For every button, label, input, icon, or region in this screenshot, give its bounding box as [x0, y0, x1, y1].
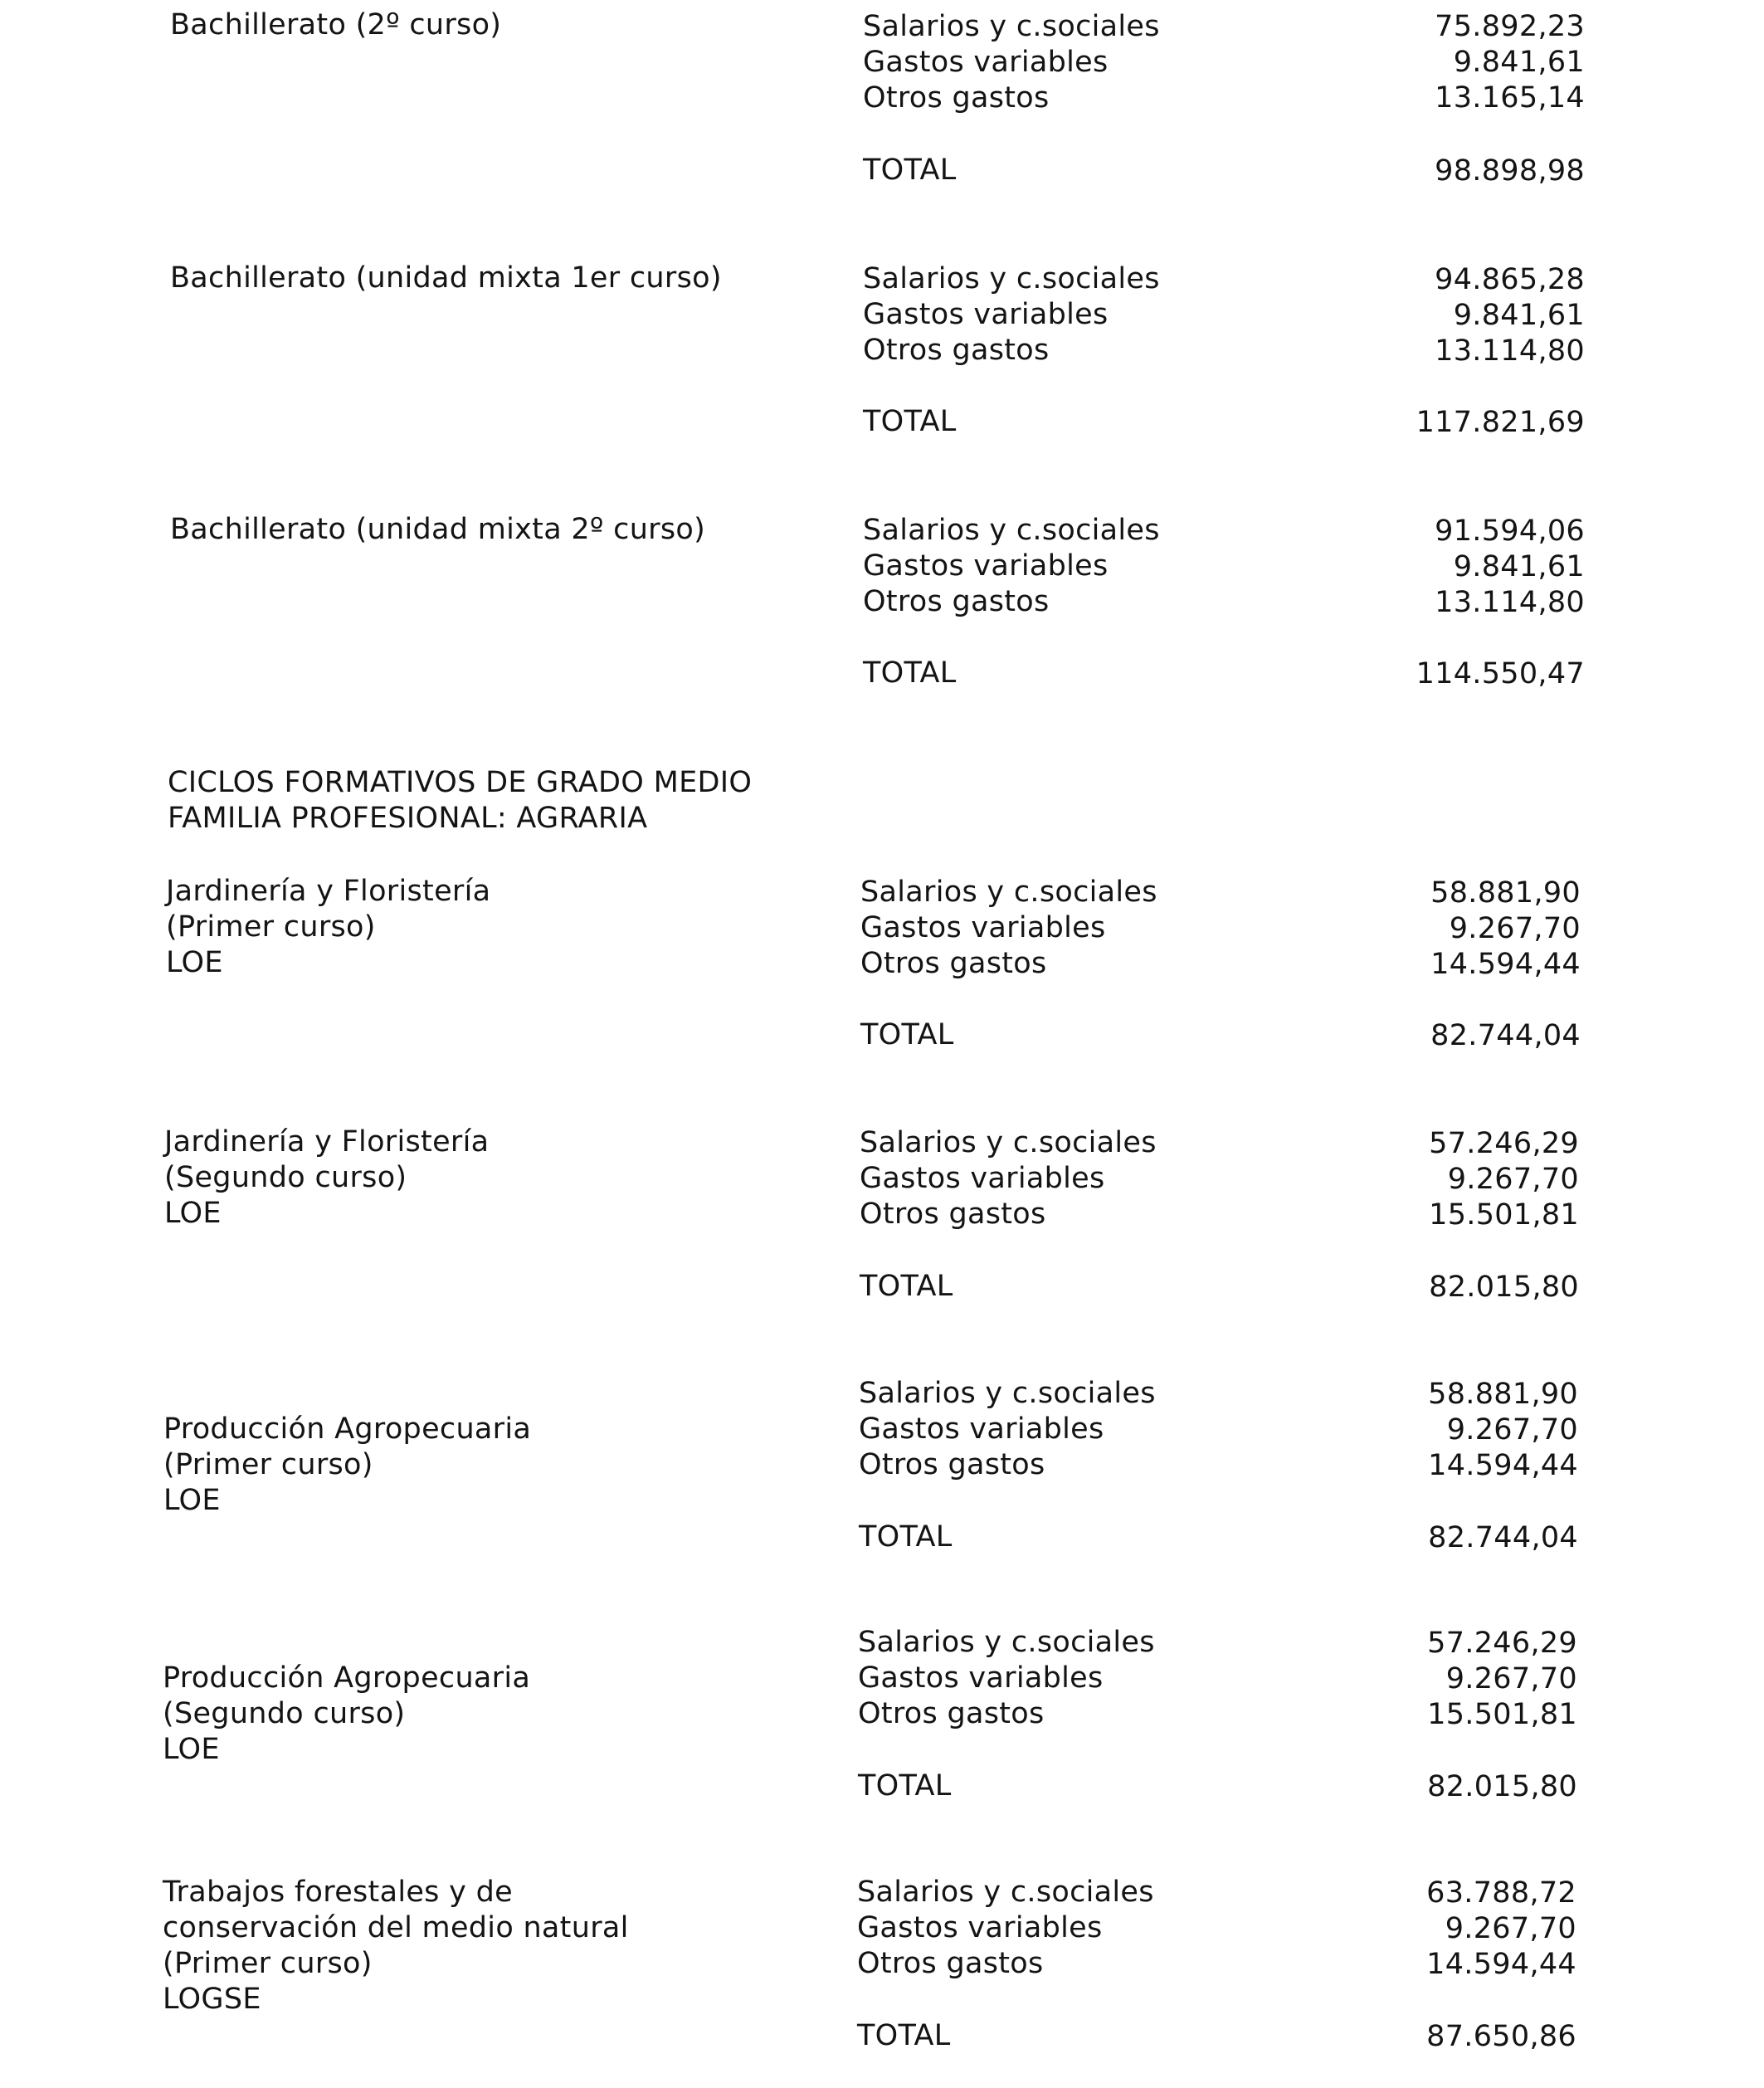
concept-otros-gastos: Otros gastos	[859, 1448, 1045, 1481]
concept-gastos-variables: Gastos variables	[863, 298, 1109, 331]
total-label: TOTAL	[863, 154, 957, 187]
ciclo-label-line: (Segundo curso)	[163, 1697, 406, 1730]
concept-salarios: Salarios y c.sociales	[860, 876, 1157, 909]
concept-otros-gastos: Otros gastos	[857, 1947, 1044, 1980]
ciclo-label-line: Producción Agropecuaria	[163, 1412, 532, 1446]
amount-otros-gastos: 14.594,44	[1430, 948, 1581, 981]
total-label: TOTAL	[860, 1018, 954, 1051]
concept-gastos-variables: Gastos variables	[857, 1911, 1103, 1944]
total-amount: 82.744,04	[1428, 1521, 1578, 1554]
amount-salarios: 75.892,23	[1435, 10, 1585, 43]
total-amount: 117.821,69	[1416, 406, 1585, 439]
block-label: Bachillerato (unidad mixta 2º curso)	[170, 513, 706, 546]
section-subheading: FAMILIA PROFESIONAL: AGRARIA	[168, 802, 648, 835]
ciclo-label-line: LOE	[163, 1484, 221, 1517]
ciclo-label-line: LOE	[166, 946, 223, 979]
ciclo-label-line: Jardinería y Floristería	[164, 1125, 490, 1159]
amount-otros-gastos: 13.114,80	[1435, 586, 1585, 619]
concept-gastos-variables: Gastos variables	[859, 1412, 1104, 1446]
concept-otros-gastos: Otros gastos	[860, 1198, 1046, 1231]
concept-otros-gastos: Otros gastos	[863, 585, 1050, 618]
concept-otros-gastos: Otros gastos	[860, 947, 1047, 980]
amount-gastos-variables: 9.267,70	[1446, 1413, 1578, 1446]
concept-otros-gastos: Otros gastos	[858, 1697, 1045, 1730]
total-label: TOTAL	[863, 405, 957, 438]
ciclo-label-line: (Primer curso)	[163, 1448, 373, 1481]
ciclo-label-line: (Primer curso)	[166, 910, 376, 944]
total-amount: 114.550,47	[1416, 657, 1585, 690]
total-label: TOTAL	[857, 2019, 951, 2052]
amount-gastos-variables: 9.841,61	[1453, 550, 1585, 583]
concept-gastos-variables: Gastos variables	[860, 911, 1106, 944]
ciclo-label-line: (Primer curso)	[163, 1947, 373, 1980]
ciclo-label-line: Producción Agropecuaria	[163, 1661, 531, 1695]
total-amount: 82.015,80	[1427, 1770, 1577, 1803]
amount-salarios: 58.881,90	[1430, 876, 1581, 910]
concept-otros-gastos: Otros gastos	[863, 334, 1050, 367]
total-label: TOTAL	[863, 656, 957, 690]
total-amount: 87.650,86	[1426, 2020, 1576, 2053]
ciclo-label-line: Jardinería y Floristería	[166, 875, 491, 908]
amount-gastos-variables: 9.841,61	[1453, 299, 1585, 332]
amount-otros-gastos: 13.165,14	[1435, 81, 1585, 115]
amount-salarios: 91.594,06	[1435, 515, 1585, 548]
concept-gastos-variables: Gastos variables	[863, 46, 1109, 79]
amount-salarios: 63.788,72	[1426, 1876, 1576, 1910]
amount-gastos-variables: 9.267,70	[1447, 1163, 1579, 1196]
amount-gastos-variables: 9.267,70	[1445, 1662, 1577, 1695]
concept-otros-gastos: Otros gastos	[863, 81, 1050, 115]
amount-otros-gastos: 13.114,80	[1435, 334, 1585, 368]
ciclo-label-line: (Segundo curso)	[164, 1161, 407, 1194]
block-label: Bachillerato (2º curso)	[170, 8, 502, 41]
amount-gastos-variables: 9.267,70	[1449, 912, 1581, 945]
concept-gastos-variables: Gastos variables	[863, 549, 1109, 583]
concept-salarios: Salarios y c.sociales	[863, 10, 1160, 43]
amount-otros-gastos: 15.501,81	[1427, 1698, 1577, 1731]
block-label: Bachillerato (unidad mixta 1er curso)	[170, 261, 722, 295]
amount-salarios: 58.881,90	[1428, 1378, 1578, 1411]
total-label: TOTAL	[860, 1270, 953, 1303]
ciclo-label-line: LOE	[163, 1733, 220, 1766]
concept-salarios: Salarios y c.sociales	[860, 1126, 1157, 1159]
concept-salarios: Salarios y c.sociales	[863, 514, 1160, 547]
concept-gastos-variables: Gastos variables	[858, 1661, 1104, 1695]
total-label: TOTAL	[859, 1520, 953, 1554]
total-amount: 82.015,80	[1429, 1271, 1579, 1304]
concept-gastos-variables: Gastos variables	[860, 1162, 1105, 1195]
amount-otros-gastos: 14.594,44	[1428, 1449, 1578, 1482]
amount-otros-gastos: 14.594,44	[1426, 1948, 1576, 1981]
section-heading: CICLOS FORMATIVOS DE GRADO MEDIO	[168, 766, 753, 799]
total-amount: 98.898,98	[1435, 154, 1585, 188]
amount-gastos-variables: 9.267,70	[1445, 1912, 1576, 1945]
ciclo-label-line: Trabajos forestales y de	[163, 1876, 513, 1909]
total-label: TOTAL	[858, 1769, 952, 1803]
ciclo-label-line: LOGSE	[163, 1983, 261, 2016]
concept-salarios: Salarios y c.sociales	[857, 1876, 1154, 1909]
concept-salarios: Salarios y c.sociales	[858, 1626, 1155, 1659]
amount-salarios: 94.865,28	[1435, 263, 1585, 296]
concept-salarios: Salarios y c.sociales	[859, 1377, 1156, 1410]
ciclo-label-line: conservación del medio natural	[163, 1911, 629, 1944]
total-amount: 82.744,04	[1430, 1019, 1581, 1052]
amount-otros-gastos: 15.501,81	[1429, 1198, 1579, 1232]
concept-salarios: Salarios y c.sociales	[863, 262, 1160, 295]
amount-gastos-variables: 9.841,61	[1453, 46, 1585, 79]
amount-salarios: 57.246,29	[1427, 1627, 1577, 1660]
amount-salarios: 57.246,29	[1429, 1127, 1579, 1160]
ciclo-label-line: LOE	[164, 1197, 222, 1230]
